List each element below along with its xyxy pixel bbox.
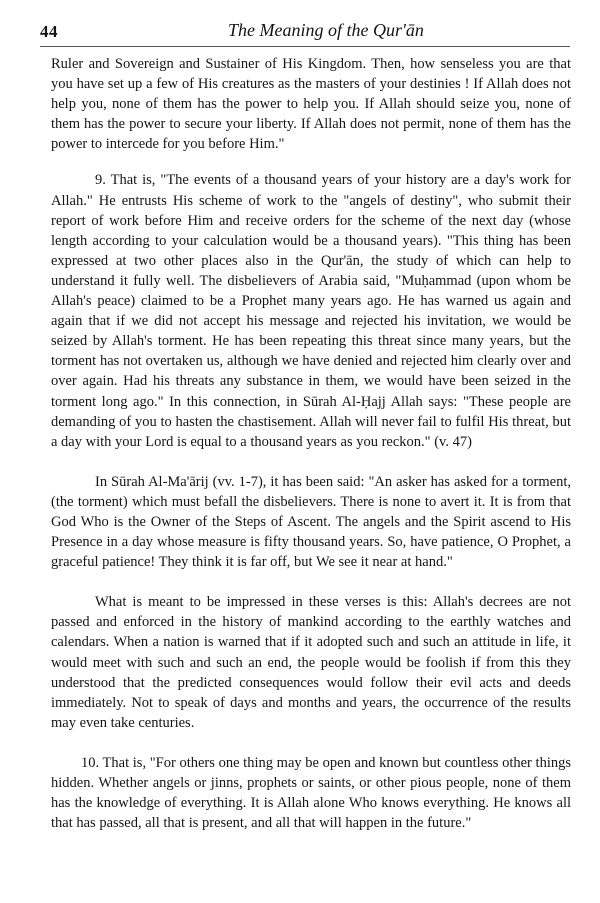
paragraph-gap (51, 154, 571, 170)
paragraph-continuation: Ruler and Sovereign and Sustainer of His Kingdom. Then, how senseless you are that you have set up a few of His creatures as the masters of your destinies ! If Allah does not help you, none of them has the power to help you. If Allah should seize you, none of them has the power to secure your liberty. If Allah does not permit, none of them has the power to intercede for you before Him." (51, 56, 571, 153)
explanation-paragraph: What is meant to be impressed in these verses is this: Allah's decrees are not passed and enforced in the history of mankind according to the earthly watches and calendars. When a nation is warned that if it adopted such and such an attitude in life, it would meet with such and such an end, the people would be foolish if from this they understood that the predicted consequences would follow their evil acts and deeds immediately. Not to speak of days and months and years, the occurrence of the results may even take centuries. (51, 594, 571, 731)
page-body (51, 54, 571, 833)
header-rule (40, 46, 570, 47)
paragraph-gap (51, 733, 571, 753)
page-number: 44 (40, 22, 58, 41)
paragraph-gap (51, 452, 571, 472)
paragraph-gap (51, 572, 571, 592)
al-maarij-paragraph: In Sūrah Al-Ma'ārij (vv. 1-7), it has been said: "An asker has asked for a torment, (the torment) which must befall the disbelievers. There is none to avert it. It is from that God Who is the Owner of the Steps of Ascent. The angels and the Spirit ascend to His Presence in a day whose measure is fifty thousand years. So, have patience, O Prophet, a graceful patience! They think it is far off, but We see it near at hand." (51, 473, 571, 571)
note-9-paragraph: 9. That is, "The events of a thousand years of your history are a day's work for Allah." He entrusts His scheme of work to the "angels of destiny", who submit their report of work before Him and receive orders for the scheme of the next day (whose length according to your calculation would be a thousand years). "This thing has been expressed at two other places also in the Qur'ān, the study of which can help to understand it fully well. The disbelievers of Arabia said, "Muḥammad (upon whom be Allah's peace) claimed to be a Prophet many years ago. He has warned us again and again that if we did not accept his message and rejected his invitation, we would be seized by Allah's torment. He has been repeating this threat since many years, but the torment has not overtaken us, although we have denied and rejected him clearly over and over again. Had his threats any substance in them, we would have been seized in the torment long ago." In this connection, in Sūrah Al-Ḥajj Allah says: "These people are demanding of you to hasten the chastisement. Allah will never fail to fulfil His threat, but a day with your Lord is equal to a thousand years as you reckon." (v. 47) (51, 172, 571, 450)
note-10-paragraph: 10. That is, "For others one thing may be open and known but countless other things hidden. Whether angels or jinns, prophets or saints, or other pious people, none of them has the knowledge of everything. It is Allah alone Who knows everything. He knows all that has passed, all that is present, and all that will happen in the future." (51, 754, 571, 832)
running-title: The Meaning of the Qur'ān (228, 20, 424, 40)
